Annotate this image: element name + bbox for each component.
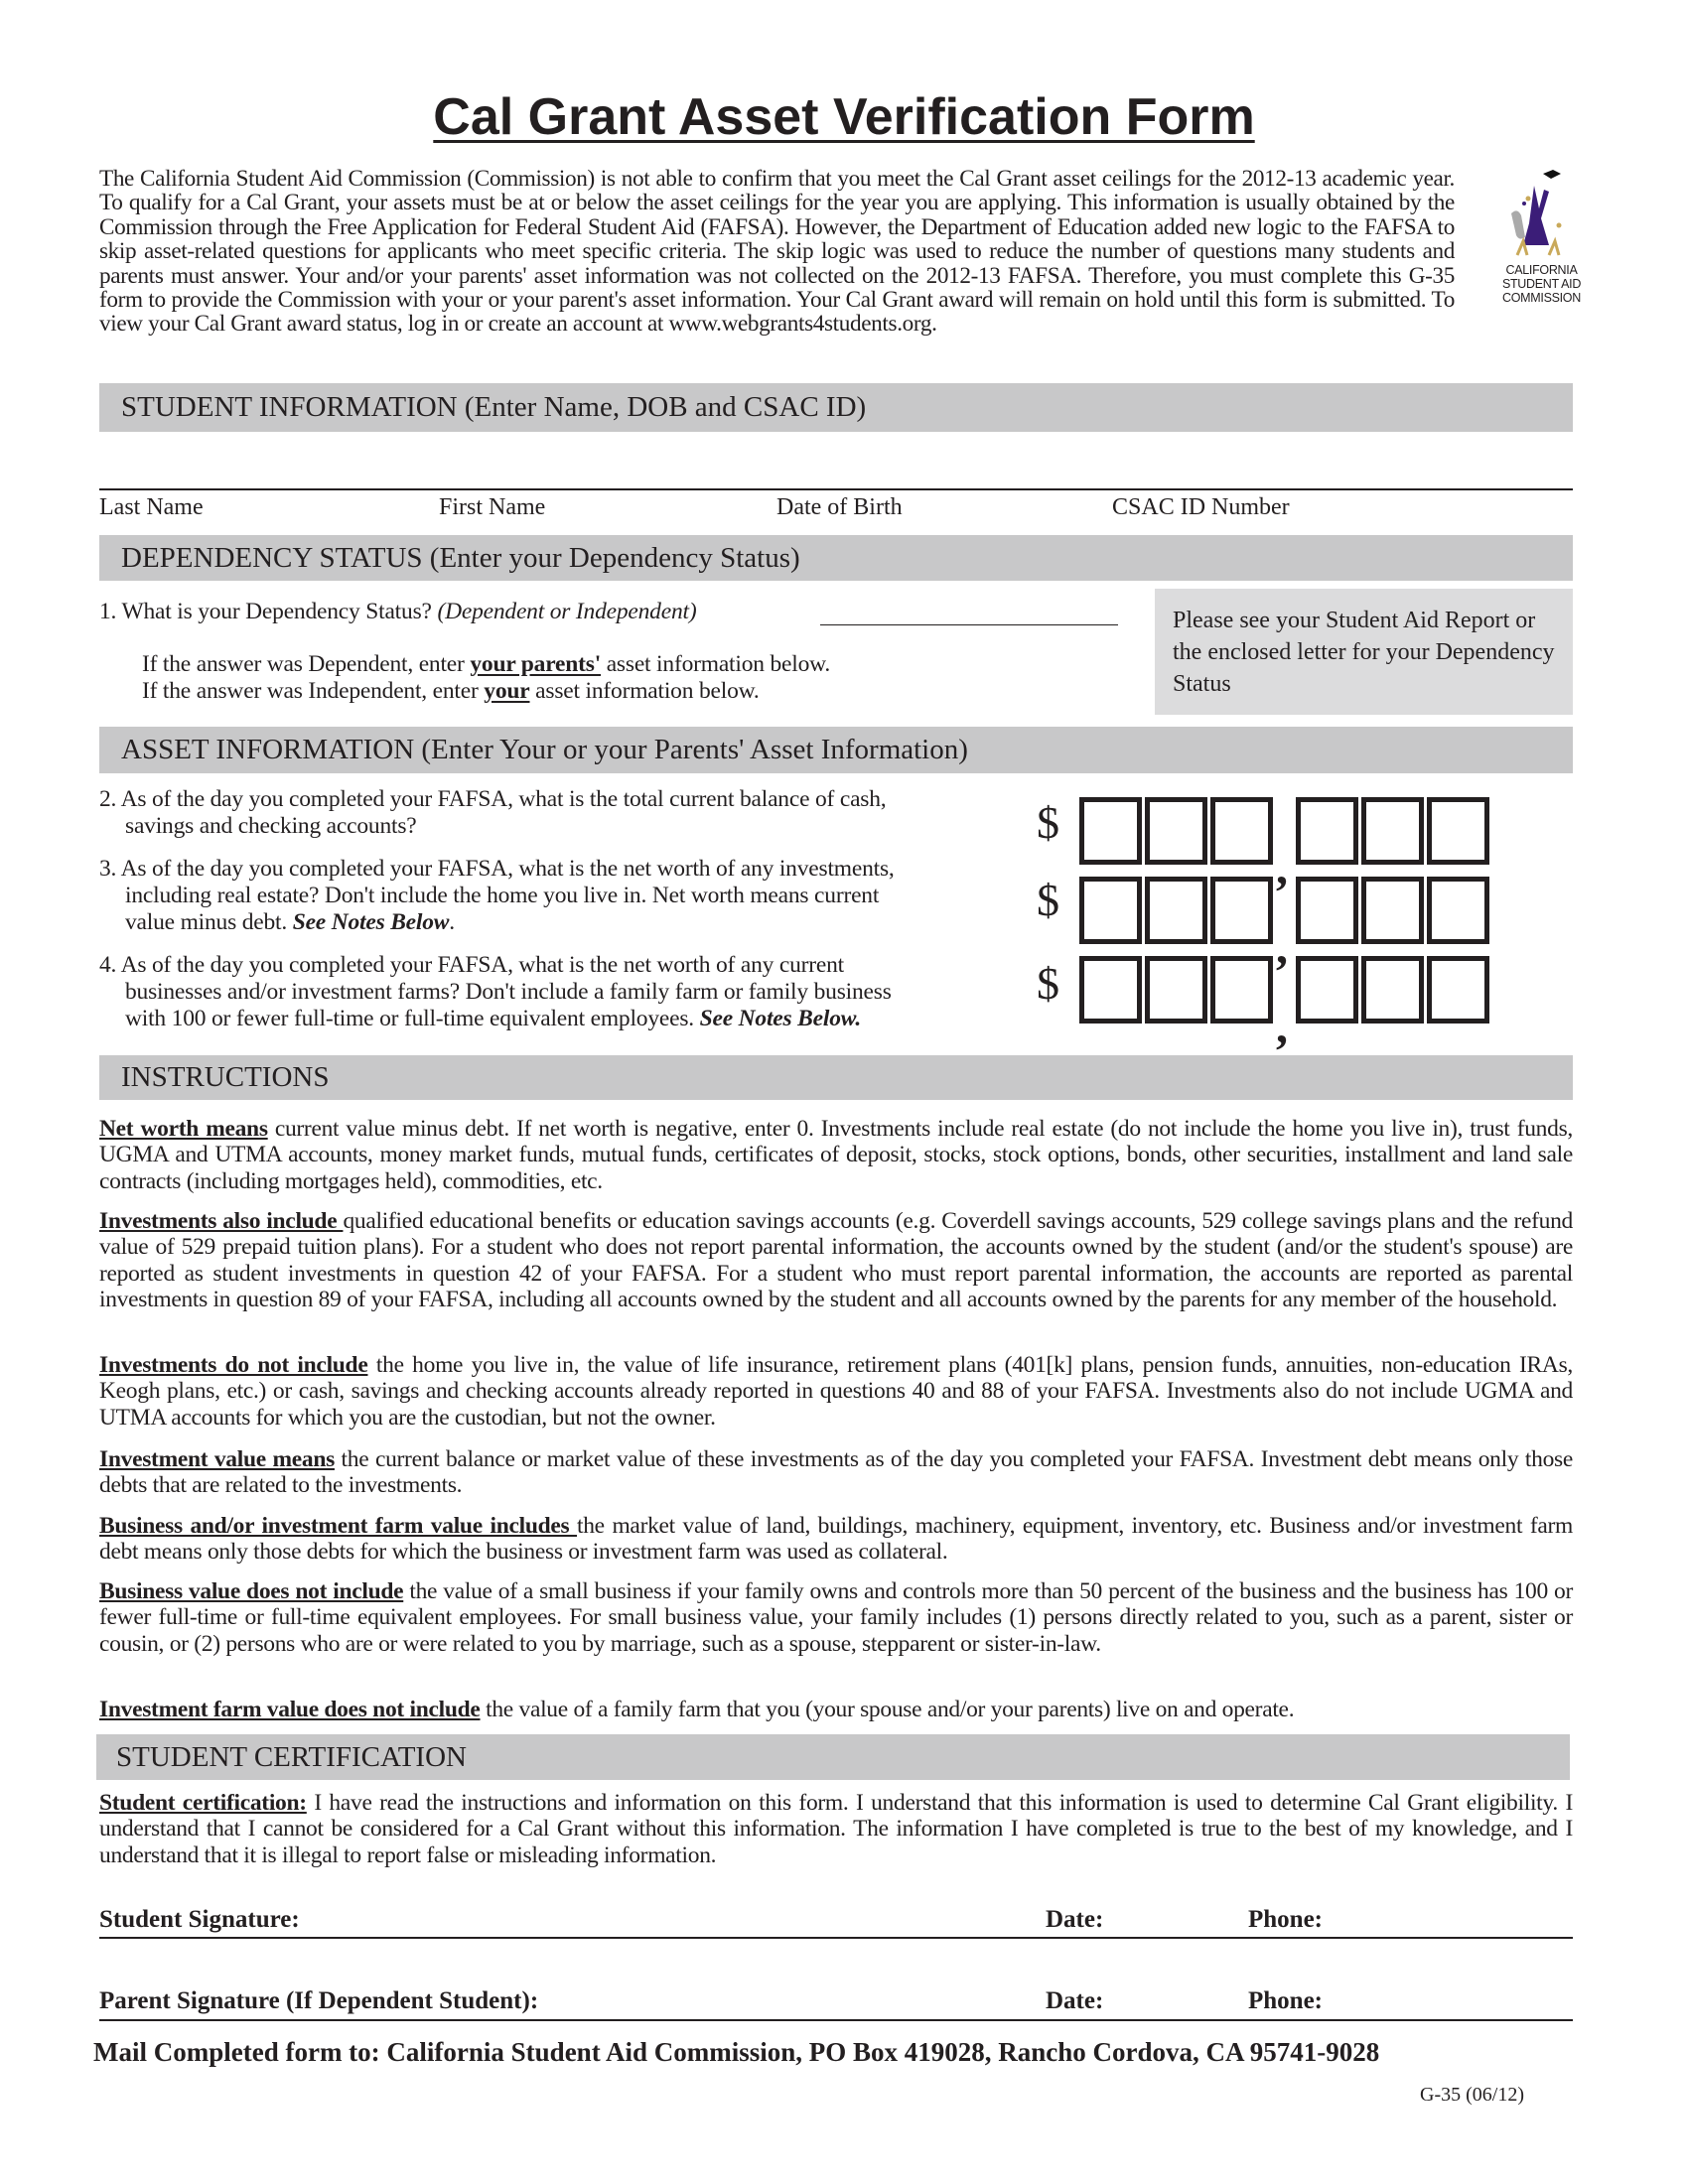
text: the value of a small business if your family owns and controls more than 50 percent of the business and the business has 100 or fewer full-time or full-time equivalent employees. For small business value, your family includes (1) persons directly related to you, such as a parent, sister or cousin, or (2) persons who are or were related to you by marriage, such as a spouse, stepparent or sister-in-law. — [99, 1578, 1573, 1657]
term: Net worth means — [99, 1116, 268, 1142]
question-1-text: 1. What is your Dependency Status? — [99, 599, 432, 624]
digit-box[interactable] — [1145, 797, 1207, 865]
digit-box[interactable] — [1361, 956, 1424, 1024]
text: the home you live in, the value of life insurance, retirement plans (401[k] plans, pension funds, annuities, non-education IRAs, Keogh plans, etc.) or cash, savings and checking accounts already reported in questions 40 and 88 of your FAFSA. Investments also do not include UGMA and UTMA accounts for which you are the custodian, but not the owner. — [99, 1352, 1573, 1431]
question-4 — [99, 952, 892, 1032]
student-signature-line[interactable] — [99, 1937, 1573, 1939]
form-title: Cal Grant Asset Verification Form — [433, 88, 1255, 146]
section-header-assets: ASSET INFORMATION (Enter Your or your Parents' Asset Information) — [99, 727, 1573, 773]
term: Investments do not include — [99, 1352, 368, 1378]
text: asset information below. — [529, 678, 760, 704]
dependency-status-input[interactable] — [820, 624, 1118, 625]
section-header-certification: STUDENT CERTIFICATION — [96, 1734, 1570, 1780]
section-header-student-info: STUDENT INFORMATION (Enter Name, DOB and CSAC ID) — [99, 383, 1573, 432]
student-signature-label: Student Signature: — [99, 1906, 300, 1933]
digit-box[interactable] — [1079, 877, 1142, 944]
text: the value of a family farm that you (your spouse and/or your parents) live on and operate. — [480, 1697, 1295, 1722]
parent-signature-line[interactable] — [99, 2019, 1573, 2021]
digit-box[interactable] — [1427, 956, 1489, 1024]
q-line: businesses and/or investment farms? Don't include a family farm or family business — [125, 979, 892, 1005]
digit-box[interactable] — [1427, 877, 1489, 944]
term: Investment farm value does not include — [99, 1697, 481, 1722]
term: Investment value means — [99, 1446, 335, 1472]
digit-box[interactable] — [1079, 797, 1142, 865]
digit-box[interactable] — [1296, 956, 1358, 1024]
instruction-farm-exclude — [99, 1697, 1573, 1722]
text: I have read the instructions and information on this form. I understand that this information is used to determine Cal Grant eligibility. I understand that I cannot be considered for a Cal Grant without this information. The information I have completed is true to the best of my knowledge, and I understand that it is illegal to report false or misleading information. — [99, 1790, 1573, 1868]
q-line: 2. As of the day you completed your FAFSA, what is the total current balance of cash, — [99, 786, 887, 812]
instruction-investments-exclude — [99, 1352, 1573, 1431]
section-header-instructions: INSTRUCTIONS — [99, 1055, 1573, 1100]
term: Investments also include — [99, 1208, 344, 1234]
q-line: value minus debt. — [125, 909, 293, 935]
logo-text: CALIFORNIA — [1505, 263, 1578, 277]
digit-box[interactable] — [1296, 797, 1358, 865]
emphasis: your parents' — [470, 651, 602, 677]
text: asset information below. — [601, 651, 831, 677]
first-name-label: First Name — [439, 494, 546, 520]
comma: , — [1276, 842, 1288, 894]
student-info-line[interactable] — [99, 488, 1573, 490]
instruction-business-exclude — [99, 1578, 1573, 1657]
text: If the answer was Independent, enter — [142, 678, 485, 704]
text: the current balance or market value of these investments as of the day you completed your FAFSA. Investment debt means only those debts that are related to the investments. — [99, 1446, 1573, 1499]
comma: , — [1276, 1001, 1288, 1053]
dollar-sign: $ — [1037, 797, 1059, 848]
date-label: Date: — [1046, 1987, 1104, 2014]
csac-id-label: CSAC ID Number — [1112, 494, 1290, 520]
dollar-sign: $ — [1037, 875, 1059, 925]
question-1 — [99, 599, 696, 625]
intro-paragraph: The California Student Aid Commission (Commission) is not able to confirm that you meet the Cal Grant asset ceilings for the 2012-13 academic year. To qualify for a Cal Grant, your assets must be at or below the asset ceilings for the year you are applying. This information is usually obtained by the Commission through the Free Application for Federal Student Aid (FAFSA). However, the Department of Education added new logic to the FAFSA to skip asset-related questions for applicants who meet specific criteria. The skip logic was used to reduce the number of questions many students and parents must answer. Your and/or your parents' asset information was not collected on the 2012-13 FAFSA. Therefore, you must complete this G-35 form to provide the Commission with your or your parent's asset information. Your Cal Grant award will remain on hold until this form is submitted. To view your Cal Grant award status, log in or create an account at www.webgrants4students.org. — [99, 166, 1455, 338]
graduate-icon — [1479, 164, 1604, 258]
dollar-sign: $ — [1037, 958, 1059, 1009]
section-header-dependency: DEPENDENCY STATUS (Enter your Dependency Status) — [99, 535, 1573, 581]
term: Business and/or investment farm value includes — [99, 1513, 577, 1539]
instruction-investments-include — [99, 1208, 1573, 1313]
logo-text: COMMISSION — [1502, 291, 1581, 305]
parent-signature-label: Parent Signature (If Dependent Student): — [99, 1987, 539, 2014]
text: current value minus debt. If net worth is negative, enter 0. Investments include real estate (do not include the home you live in), trust funds, UGMA and UTMA accounts, money market funds, mutual funds, certificates of deposit, stocks, stock options, bonds, other securities, installment and land sale contracts (including mortgages held), commodities, etc. — [99, 1116, 1573, 1194]
digit-box[interactable] — [1296, 877, 1358, 944]
question-1-hint: (Dependent or Independent) — [437, 599, 697, 624]
digit-box[interactable] — [1210, 956, 1273, 1024]
digit-box[interactable] — [1210, 877, 1273, 944]
question-3: 3. As of the day you completed your FAFSA, what is the net worth of any investments, including real estate? Don't include the home you live in. Net worth means current value minus debt. See Notes Below. — [99, 856, 895, 935]
see-notes: See Notes Below. — [699, 1006, 862, 1031]
digit-box[interactable] — [1361, 877, 1424, 944]
q-line: 3. As of the day you completed your FAFSA, what is the net worth of any investments, — [99, 856, 895, 882]
instruction-investment-value — [99, 1446, 1573, 1499]
digit-box[interactable] — [1361, 797, 1424, 865]
form-id: G-35 (06/12) — [1420, 2084, 1524, 2106]
mailing-address: Mail Completed form to: California Student Aid Commission, PO Box 419028, Rancho Cordova, CA 95741-9028 — [93, 2037, 1380, 2067]
emphasis: your — [484, 678, 530, 704]
see-notes: See Notes Below — [292, 909, 450, 935]
term: Business value does not include — [99, 1578, 404, 1604]
comma: , — [1276, 921, 1288, 974]
phone-label: Phone: — [1248, 1987, 1323, 2014]
text: If the answer was Dependent, enter — [142, 651, 471, 677]
dob-label: Date of Birth — [776, 494, 903, 520]
digit-box[interactable] — [1079, 956, 1142, 1024]
digit-box[interactable] — [1145, 956, 1207, 1024]
question-2 — [99, 786, 886, 840]
digit-box[interactable] — [1145, 877, 1207, 944]
phone-label: Phone: — [1248, 1906, 1323, 1933]
last-name-label: Last Name — [99, 494, 204, 520]
dependency-note-1 — [142, 651, 830, 678]
text: qualified educational benefits or education savings accounts (e.g. Coverdell savings accounts, 529 college savings plans and the refund value of 529 prepaid tuition plans). For a student who does not report parental information, the accounts owned by the student (and/or the student's spouse) are reported as student investments in question 42 of your FAFSA. For a student who must report parental information, the accounts are reported as parental investments in question 89 of your FAFSA, including all accounts owned by the student and all accounts owned by the parents for any member of the household. — [99, 1208, 1573, 1313]
dependency-status-note: Please see your Student Aid Report or the enclosed letter for your Dependency Status — [1155, 589, 1573, 715]
text: the market value of land, buildings, machinery, equipment, inventory, etc. Business and/or investment farm debt means only those debts for which the business or investment farm was used as collateral. — [99, 1513, 1573, 1566]
instruction-business-value — [99, 1513, 1573, 1566]
term: Student certification: — [99, 1790, 307, 1816]
digit-box[interactable] — [1427, 797, 1489, 865]
q-line: with 100 or fewer full-time or full-time equivalent employees. — [125, 1006, 700, 1031]
csac-logo — [1479, 164, 1604, 313]
q-line: including real estate? Don't include the home you live in. Net worth means current — [125, 883, 880, 908]
dependency-note-2 — [142, 678, 760, 705]
digit-box[interactable] — [1210, 797, 1273, 865]
instruction-net-worth — [99, 1116, 1573, 1194]
date-label: Date: — [1046, 1906, 1104, 1933]
q-line: savings and checking accounts? — [125, 813, 417, 839]
certification-text — [99, 1790, 1573, 1868]
q-line: 4. As of the day you completed your FAFSA, what is the net worth of any current — [99, 952, 844, 978]
logo-text: STUDENT AID — [1501, 277, 1582, 291]
